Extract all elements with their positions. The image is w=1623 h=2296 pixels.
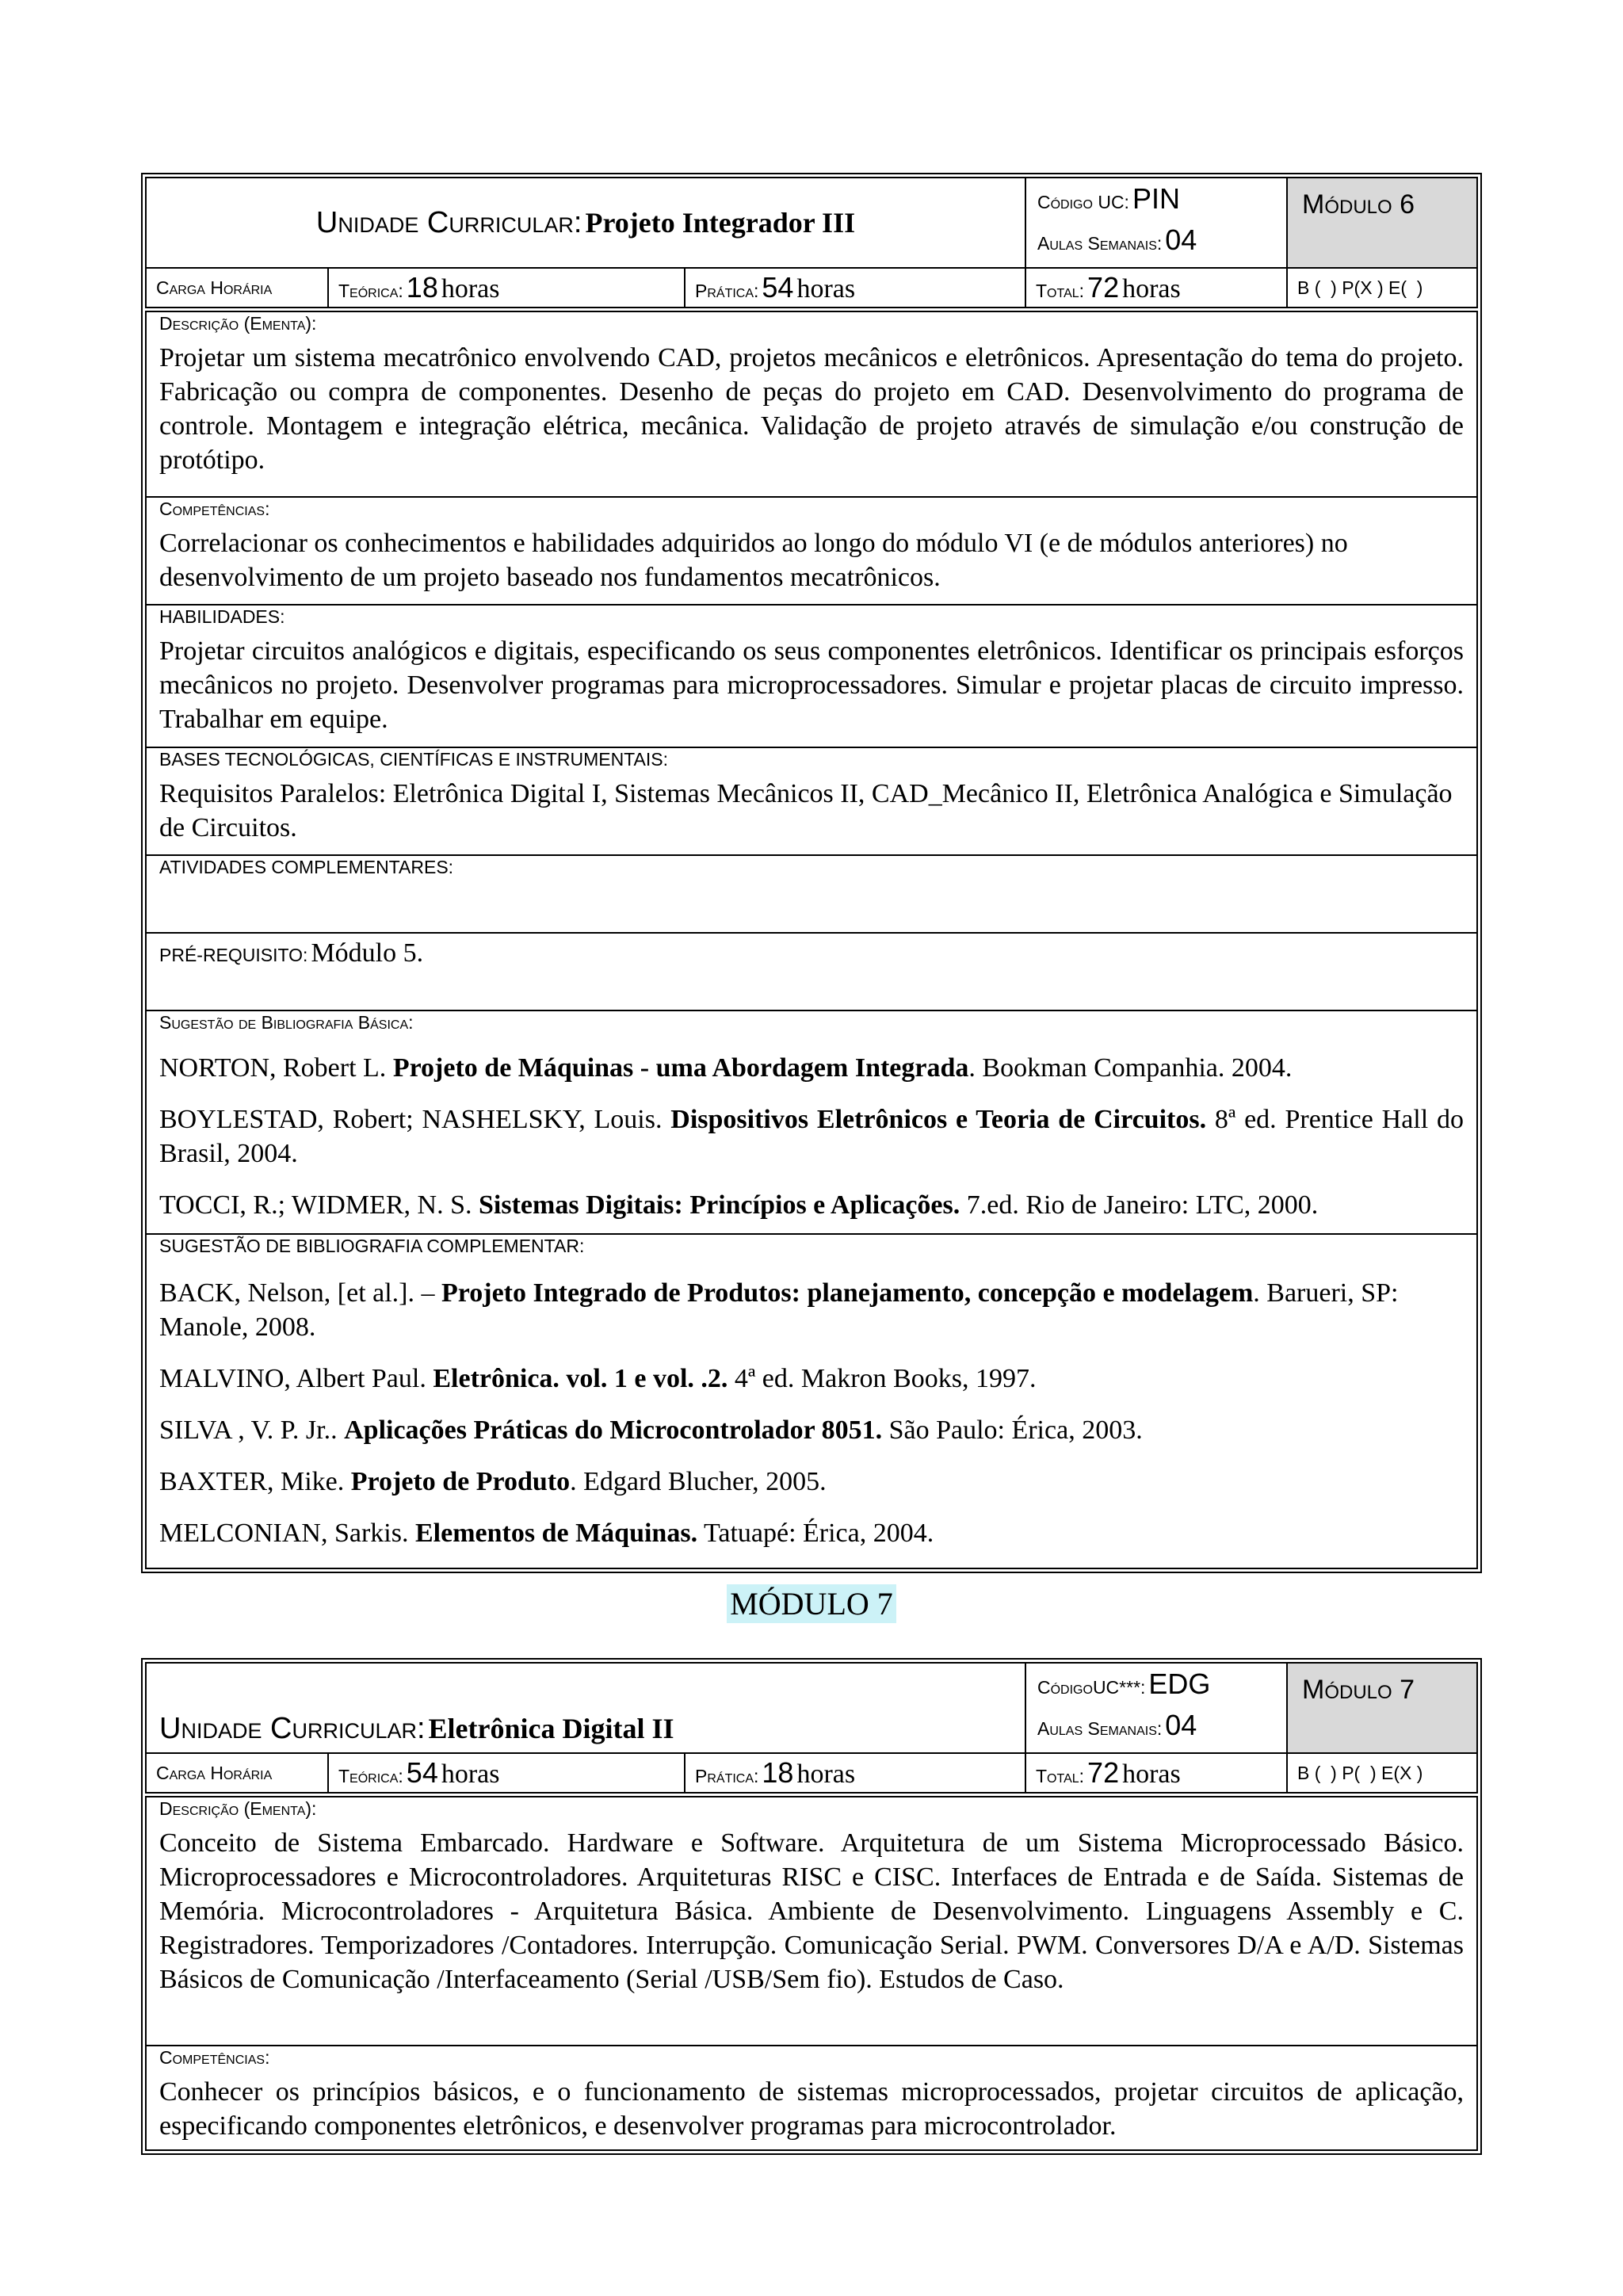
bib-entry: BAXTER, Mike. Projeto de Produto. Edgard Blucher, 2005. — [159, 1467, 827, 1496]
module-label: Módulo — [1302, 1675, 1392, 1705]
competencias-section — [146, 497, 1477, 605]
aulas-label: Aulas Semanais: — [1037, 233, 1163, 254]
bib-comp-label: SUGESTÃO DE BIBLIOGRAFIA COMPLEMENTAR: — [159, 1236, 585, 1256]
teorica-unit: horas — [441, 274, 500, 304]
module-cell — [1287, 1663, 1477, 1753]
bib-entry: TOCCI, R.; WIDMER, N. S. Sistemas Digitais: Princípios e Aplicações. 7.ed. Rio de Janeiro: LTC, 2000. — [159, 1190, 1319, 1220]
module-7-heading-text: MÓDULO 7 — [727, 1584, 896, 1623]
teorica-cell — [328, 268, 685, 308]
bases-text: Requisitos Paralelos: Eletrônica Digital I, Sistemas Mecânicos II, CAD_Mecânico II, Eletrônica Analógica e Simulação de Circuitos. — [159, 779, 1453, 842]
carga-horaria-cell — [146, 268, 328, 308]
curricular-unit-table-module-6 — [141, 173, 1482, 1573]
prereq-section — [146, 933, 1477, 1010]
uc-code-cell — [1025, 1663, 1287, 1753]
bib-entry: NORTON, Robert L. Projeto de Máquinas - uma Abordagem Integrada. Bookman Companhia. 2004. — [159, 1053, 1293, 1083]
prereq-label: PRÉ-REQUISITO: — [159, 945, 308, 965]
bases-label: BASES TECNOLÓGICAS, CIENTÍFICAS E INSTRUMENTAIS: — [159, 749, 668, 770]
tipo-cell — [1287, 1753, 1477, 1793]
codigo-value: PIN — [1132, 182, 1180, 215]
habilidades-text: Projetar circuitos analógicos e digitais, especificando os seus componentes eletrônicos. Identificar os principais esforços mecânicos no projeto. Desenvolver programas para microprocessadores. Simular e projetar placas de circuito impresso. Trabalhar em equipe. — [159, 636, 1464, 734]
total-cell — [1025, 1753, 1287, 1793]
teorica-label: Teórica: — [338, 281, 403, 301]
aulas-value: 04 — [1165, 223, 1197, 256]
carga-label: Carga Horária — [156, 277, 273, 298]
descricao-section — [146, 1797, 1477, 2046]
pratica-unit: horas — [796, 274, 856, 304]
total-value: 72 — [1087, 271, 1120, 304]
teorica-cell — [328, 1753, 685, 1793]
tipo-value: B ( ) P(X ) E( ) — [1297, 277, 1423, 298]
descricao-text: Conceito de Sistema Embarcado. Hardware e Software. Arquitetura de um Sistema Microprocessado Básico. Microprocessadores e Microcontroladores. Arquiteturas RISC e CISC. Interfaces de Entrada e de Saída. Sistemas de Memória. Microcontroladores - Arquitetura Básica. Ambiente de Desenvolvimento. Linguagens Assembly e C. Registradores. Temporizadores /Contadores. Interrupção. Comunicação Serial. PWM. Conversores D/A e A/D. Sistemas Básicos de Comunicação /Interfaceamento (Serial /USB/Sem fio). Estudos de Caso. — [159, 1828, 1464, 1994]
teorica-unit: horas — [441, 1759, 500, 1789]
uc-title-cell — [146, 178, 1025, 268]
bib-entry: MALVINO, Albert Paul. Eletrônica. vol. 1 e vol. .2. 4ª ed. Makron Books, 1997. — [159, 1364, 1037, 1393]
habilidades-section — [146, 605, 1477, 747]
competencias-text: Correlacionar os conhecimentos e habilidades adquiridos ao longo do módulo VI (e de módulos anteriores) no desenvolvimento de um projeto baseado nos fundamentos mecatrônicos. — [159, 529, 1348, 592]
bib-basica-section — [146, 1010, 1477, 1234]
prereq-value: Módulo 5. — [311, 938, 424, 968]
atividades-section — [146, 855, 1477, 933]
habilidades-label: HABILIDADES: — [159, 606, 285, 627]
descricao-label: Descrição (Ementa): — [159, 313, 317, 334]
competencias-label: Competências: — [159, 499, 270, 519]
pratica-value: 54 — [762, 271, 794, 304]
bib-entry: BOYLESTAD, Robert; NASHELSKY, Louis. Dispositivos Eletrônicos e Teoria de Circuitos. 8ª ed. Prentice Hall do Brasil, 2004. — [159, 1105, 1465, 1168]
total-value: 72 — [1087, 1756, 1120, 1789]
bib-basica-list — [159, 1051, 1464, 1222]
pratica-cell — [685, 1753, 1025, 1793]
descricao-label: Descrição (Ementa): — [159, 1798, 317, 1819]
total-cell — [1025, 268, 1287, 308]
bib-complementar-section — [146, 1234, 1477, 1568]
uc-title-cell — [146, 1663, 1025, 1753]
module-number: 6 — [1400, 189, 1415, 220]
descricao-section — [146, 311, 1477, 497]
module-cell — [1287, 178, 1477, 268]
carga-label: Carga Horária — [156, 1762, 273, 1783]
module-number: 7 — [1400, 1675, 1415, 1705]
pratica-label: Prática: — [695, 281, 759, 301]
uc-code-cell — [1025, 178, 1287, 268]
competencias-label: Competências: — [159, 2047, 270, 2068]
uc-name: Projeto Integrador III — [585, 206, 856, 239]
bases-section — [146, 747, 1477, 855]
teorica-value: 18 — [406, 271, 438, 304]
uc-name: Eletrônica Digital II — [428, 1713, 674, 1744]
codigo-label: CódigoUC***: — [1037, 1677, 1146, 1698]
tipo-cell — [1287, 268, 1477, 308]
pratica-label: Prática: — [695, 1766, 759, 1786]
uc-label: Unidade Curricular: — [315, 205, 582, 239]
teorica-value: 54 — [406, 1756, 438, 1789]
total-unit: horas — [1122, 1759, 1181, 1789]
bib-entry: BACK, Nelson, [et al.]. – Projeto Integrado de Produtos: planejamento, concepção e modelagem. Barueri, SP: Manole, 2008. — [159, 1278, 1399, 1342]
module-label: Módulo — [1302, 189, 1392, 220]
competencias-text: Conhecer os princípios básicos, e o funcionamento de sistemas microprocessados, projetar circuitos de aplicação, especificando componentes eletrônicos, e desenvolver programas para microcontrolador. — [159, 2077, 1464, 2141]
codigo-value: EDG — [1148, 1668, 1211, 1700]
pratica-unit: horas — [796, 1759, 856, 1789]
total-label: Total: — [1036, 1766, 1085, 1786]
teorica-label: Teórica: — [338, 1766, 403, 1786]
aulas-value: 04 — [1165, 1709, 1197, 1741]
competencias-section — [146, 2046, 1477, 2150]
atividades-label: ATIVIDADES COMPLEMENTARES: — [159, 857, 454, 877]
bib-entry: SILVA , V. P. Jr.. Aplicações Práticas do Microcontrolador 8051. São Paulo: Érica, 2003. — [159, 1415, 1143, 1445]
codigo-label: Código UC: — [1037, 192, 1129, 212]
pratica-cell — [685, 268, 1025, 308]
bib-entry: MELCONIAN, Sarkis. Elementos de Máquinas. Tatuapé: Érica, 2004. — [159, 1519, 934, 1548]
carga-horaria-cell — [146, 1753, 328, 1793]
pratica-value: 18 — [762, 1756, 794, 1789]
total-label: Total: — [1036, 281, 1085, 301]
bib-comp-list — [159, 1276, 1464, 1550]
curricular-unit-table-module-7 — [141, 1658, 1482, 2155]
descricao-text: Projetar um sistema mecatrônico envolvendo CAD, projetos mecânicos e eletrônicos. Apresentação do tema do projeto. Fabricação ou compra de componentes. Desenho de peças do projeto em CAD. Desenvolvimento do programa de controle. Montagem e integração elétrica, mecânica. Validação de projeto através de simulação e/ou construção de protótipo. — [159, 343, 1464, 475]
total-unit: horas — [1122, 274, 1181, 304]
tipo-value: B ( ) P( ) E(X ) — [1297, 1762, 1423, 1783]
uc-label: Unidade Curricular: — [159, 1712, 426, 1745]
bib-basica-label: Sugestão de Bibliografia Básica: — [159, 1012, 414, 1033]
module-7-heading — [0, 1585, 1623, 1622]
aulas-label: Aulas Semanais: — [1037, 1718, 1163, 1739]
